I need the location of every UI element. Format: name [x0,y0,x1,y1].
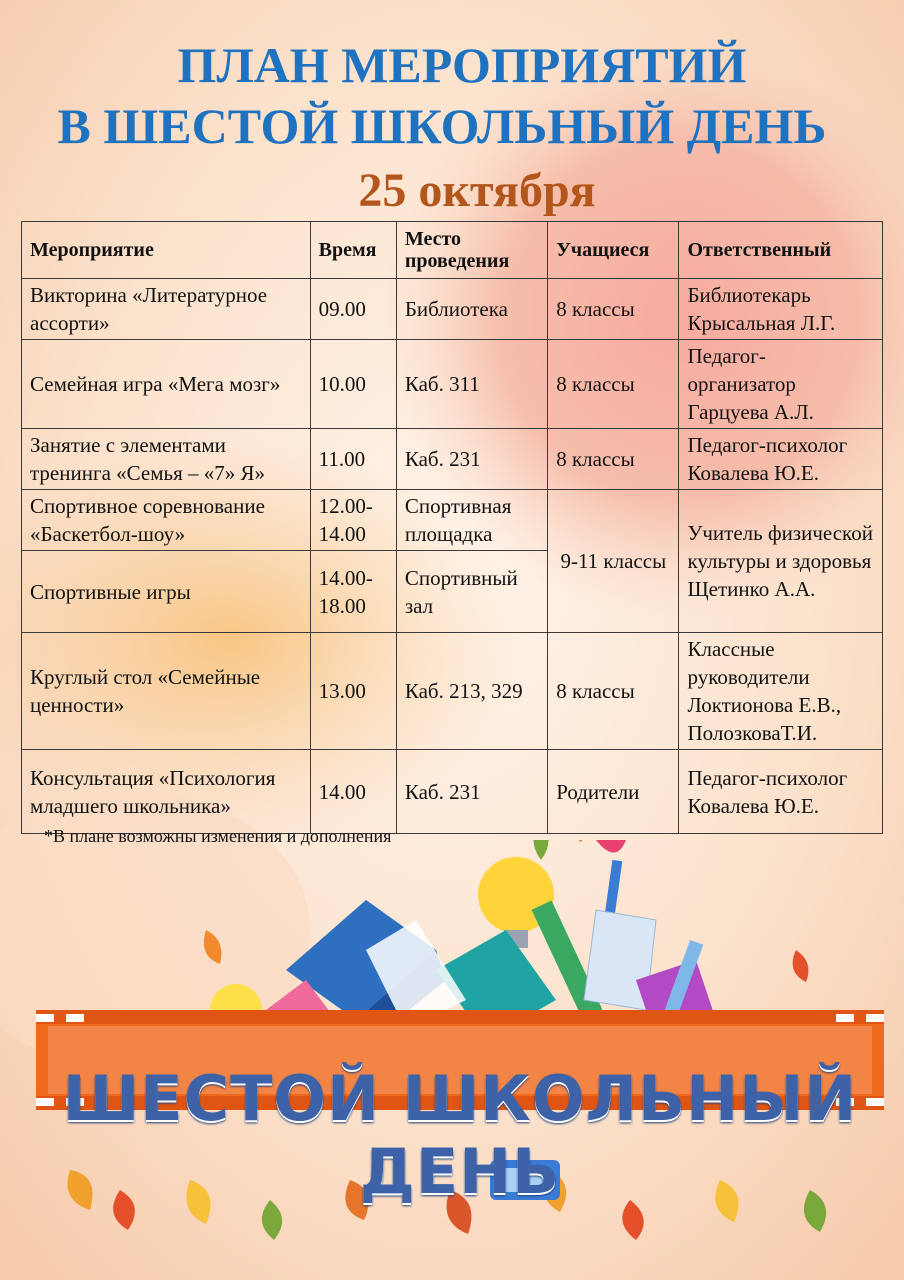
banner-title: ШЕСТОЙ ШКОЛЬНЫЙ ДЕНЬ [62,1062,858,1208]
cell-students: 8 классы [548,633,679,750]
event-date: 25 октября [358,164,596,217]
cell-students: 8 классы [548,340,679,429]
cell-place: Каб. 311 [396,340,547,429]
cell-event: Круглый стол «Семейные ценности» [22,633,311,750]
header-responsible: Ответственный [679,222,883,279]
table-row [22,429,883,490]
cell-place: Каб. 213, 329 [396,633,547,750]
table-row [22,633,883,750]
cell-time: 12.00-14.00 [310,490,396,551]
cell-responsible: Классные руководители Локтионова Е.В., ПолозковаТ.И. [679,633,883,750]
cell-time: 13.00 [310,633,396,750]
cell-time: 09.00 [310,279,396,340]
cell-time: 14.00 [310,750,396,834]
cell-responsible: Педагог-психолог Ковалева Ю.Е. [679,429,883,490]
cell-place: Каб. 231 [396,750,547,834]
table-row [22,750,883,834]
header-students: Учащиеся [548,222,679,279]
cell-event: Спортивные игры [22,551,311,633]
events-table [21,221,883,834]
cell-students: Родители [548,750,679,834]
cell-responsible: Педагог-организатор Гарцуева А.Л. [679,340,883,429]
cell-time: 14.00-18.00 [310,551,396,633]
header-time: Время [310,222,396,279]
cell-event: Занятие с элементами тренинга «Семья – «7» Я» [22,429,311,490]
cell-responsible: Педагог-психолог Ковалева Ю.Е. [679,750,883,834]
table-header-row [22,222,883,279]
cell-event: Спортивное соревнование «Баскетбол-шоу» [22,490,311,551]
title-line-1: ПЛАН МЕРОПРИЯТИЙ [177,37,747,93]
table-row [22,490,883,551]
cell-place: Спортивная площадка [396,490,547,551]
footnote: *В плане возможны изменения и дополнения [44,826,392,846]
cell-time: 11.00 [310,429,396,490]
header-place: Место проведения [396,222,547,279]
cell-time: 10.00 [310,340,396,429]
cell-students: 8 классы [548,429,679,490]
cell-event: Консультация «Психология младшего школьника» [22,750,311,834]
table-row [22,279,883,340]
title-line-2: В ШЕСТОЙ ШКОЛЬНЫЙ ДЕНЬ [57,98,827,154]
cell-responsible: Учитель физической культуры и здоровья Щетинко А.А. [679,490,883,633]
cell-responsible: Библиотекарь Крысальная Л.Г. [679,279,883,340]
cell-place: Каб. 231 [396,429,547,490]
header-event: Мероприятие [22,222,311,279]
cell-event: Викторина «Литературное ассорти» [22,279,311,340]
cell-place: Спортивный зал [396,551,547,633]
table-row [22,340,883,429]
cell-students: 8 классы [548,279,679,340]
cell-students: 9-11 классы [548,490,679,633]
cell-place: Библиотека [396,279,547,340]
cell-event: Семейная игра «Мега мозг» [22,340,311,429]
